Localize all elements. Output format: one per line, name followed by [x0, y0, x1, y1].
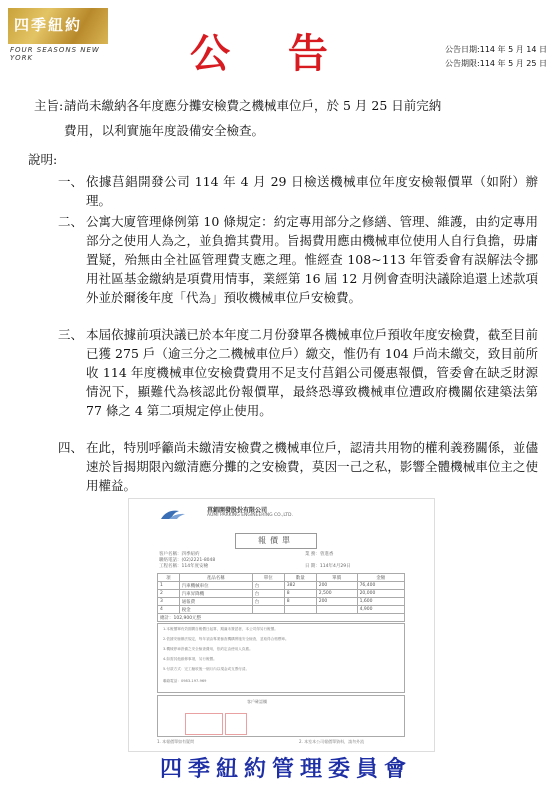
column-header: 數量 [284, 574, 316, 582]
item-number: 三、 [58, 327, 84, 342]
company-logo-icon [159, 507, 187, 521]
company-name: 莒錩開發股份有限公司 [207, 507, 268, 514]
quote-note: 1.本報價單有效期間自報價日起算，期滿未簽認者，本公司得另行報價。 [163, 627, 278, 631]
quote-footnote: 1. 本報價單如有疑問 [157, 739, 195, 744]
logo-badge [8, 8, 108, 44]
company-stamp-small [225, 713, 247, 735]
table-cell: 20,000 [357, 590, 404, 598]
column-header: 項 [158, 574, 180, 582]
quote-info: 工程名稱：114年度安檢 [159, 564, 209, 569]
column-header: 單位 [252, 574, 284, 582]
table-cell [252, 606, 284, 614]
table-row [158, 606, 405, 614]
table-cell: 台 [252, 582, 284, 590]
column-header: 單價 [316, 574, 357, 582]
table-cell: 通報費 [179, 598, 252, 606]
logo-subtext: FOUR SEASONS NEW YORK [10, 46, 100, 62]
company-name-en: AUMI PARKING ENGINEERING CO.,LTD. [207, 513, 293, 518]
table-cell: 稅金 [179, 606, 252, 614]
table-cell [284, 606, 316, 614]
quote-note: 4.如需其他維修事項，另行報價。 [163, 657, 217, 661]
table-cell: 382 [284, 582, 316, 590]
table-cell: 汽車昇降機 [179, 590, 252, 598]
item-text: 在此，特別呼籲尚未繳清安檢費之機械車位戶，認清共用物的權利義務關係，並儘速於旨揭期限內繳清應分攤的之安檢費，莫因一己之私，影響全體機械車位主之使用權益。 [86, 440, 538, 493]
quote-note: 聯絡電話：0983-197-969 [163, 679, 207, 683]
table-cell: 4,900 [357, 606, 404, 614]
quote-table [157, 573, 405, 622]
item-text: 本屆依據前項決議已於本年度二月份發單各機械車位戶預收年度安檢費，截至目前已獲 275 戶（逾三分之二機械車位戶）繳交，惟仍有 104 戶尚未繳交，致目前所收 114 年度機械車位安檢費費用不足支付莒錩公司優惠報價，管委會在缺乏財源情況下，顯難代為核認此份報價單，最終恐導致機械車位遭政府機關依建築法第 77 條之 4 第二項規定停止使用。 [86, 327, 538, 418]
quote-footnote: 2. 本室本公司報價單資料，請勿外流 [299, 739, 365, 744]
subject-line-1: 請尚未繳納各年度應分攤安檢費之機械車位戶，於 5 月 25 日前完納 [64, 98, 442, 113]
item-number: 一、 [58, 174, 84, 189]
table-cell [316, 606, 357, 614]
table-row [158, 582, 405, 590]
subject-label: 主旨: [34, 98, 64, 113]
company-stamp [185, 713, 223, 735]
table-cell: 8 [284, 598, 316, 606]
table-cell: 8 [284, 590, 316, 598]
column-header: 金額 [357, 574, 404, 582]
notice-title: 公 告 [190, 30, 350, 77]
sign-label: 客戶確認欄 [247, 699, 267, 704]
column-header: 產品名稱 [179, 574, 252, 582]
table-cell: 台 [252, 598, 284, 606]
explain-label: 說明: [28, 152, 58, 167]
table-cell: 3 [158, 598, 180, 606]
logo [8, 8, 114, 60]
table-cell: 汽車機械車位 [179, 582, 252, 590]
table-header-row [158, 574, 405, 582]
quote-info: 業 務：曾進香 [305, 552, 334, 557]
logo-text: 四季紐約 [14, 16, 83, 34]
table-total-row [158, 614, 405, 622]
committee-signature: 四季紐約管理委員會 [160, 756, 413, 782]
table-cell: 台 [252, 590, 284, 598]
quotation-image [128, 498, 435, 752]
table-cell: 2 [158, 590, 180, 598]
quote-note: 2.依據安檢辦法規定，每年須由專業檢查機構實施安全檢查，並取得合格標章。 [163, 637, 289, 641]
table-cell: 200 [316, 582, 357, 590]
item-text: 依據莒錩開發公司 114 年 4 月 29 日檢送機械車位年度安檢報價單（如附）辦理。 [86, 174, 538, 208]
quote-header: 報價單 [235, 533, 317, 549]
quote-total: 總計：102,900元整 [158, 614, 405, 622]
table-cell: 200 [316, 598, 357, 606]
announce-period: 公告期限:114 年 5 月 25 日 [445, 59, 547, 68]
quote-info: 客戶名稱：四季紐約 [159, 552, 200, 557]
item-text: 公寓大廈管理條例第 10 條規定：約定專用部分之修繕、管理、維護，由約定專用部分之使用人為之，並負擔其費用。旨揭費用應由機械車位使用人自行負擔，毋庸置疑，殆無由全社區管理費支應之理。惟經查 108~113 年管委會有誤解法令挪用社區基金繳納是項費用情事，業經第 16 屆 12 月例會查明決議除追還上述款項外並於爾後年度「代為」預收機械車位戶安檢費。 [86, 214, 538, 305]
table-row [158, 590, 405, 598]
table-cell: 4 [158, 606, 180, 614]
table-cell: 1,600 [357, 598, 404, 606]
table-cell: 76,400 [357, 582, 404, 590]
table-cell: 1 [158, 582, 180, 590]
quote-info: 聯絡電話：(02)2221-8048 [159, 558, 216, 563]
quote-note: 3.機械停車設備之安全檢查費用，依約定由使用人負擔。 [163, 647, 253, 651]
subject-line-2: 費用，以利實施年度設備安全檢查。 [64, 123, 265, 138]
table-cell: 2,500 [316, 590, 357, 598]
table-row [158, 598, 405, 606]
quote-info: 日 期：114年4月29日 [305, 564, 351, 569]
item-number: 二、 [58, 214, 84, 229]
quote-note: 5.付款方式：完工驗收後一個月內以現金或支票付清。 [163, 667, 250, 671]
announce-date: 公告日期:114 年 5 月 14 日 [445, 45, 547, 54]
item-number: 四、 [58, 440, 84, 455]
